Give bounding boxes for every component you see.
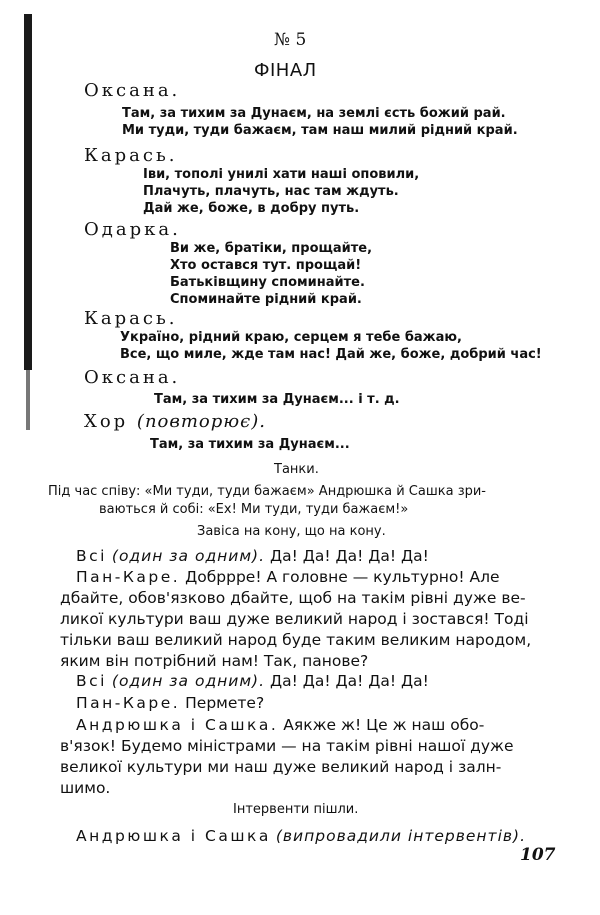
verse-lines: [143, 166, 419, 217]
dialog-text: Аякже ж! Це ж наш обо-: [283, 716, 485, 734]
stage-direction: Під час співу: «Ми туди, туди бажаєм» Андрюшка й Сашка зри-: [48, 484, 487, 499]
dialog-paragraph: [60, 588, 531, 672]
dialog-text: великої культури ми наш дуже великий народ і залн-: [60, 758, 502, 776]
verse-line: Там, за тихим за Дунаєм...: [150, 437, 350, 452]
verse-lines: [150, 436, 350, 453]
dialog-text: в'язок! Будемо міністрами — на такім рівні нашої дуже: [60, 737, 514, 755]
dialog-text: тільки ваш великий народ буде таким великим народом,: [60, 631, 532, 649]
speaker-name: Андрюшка і Сашка: [76, 827, 271, 845]
speaker-name: Пан-Каре.: [76, 694, 181, 712]
page-number: 107: [520, 845, 556, 865]
verse-lines: [154, 391, 400, 408]
dialog-text: Да! Да! Да! Да! Да!: [269, 672, 429, 690]
speaker-note: (повторює).: [136, 411, 266, 432]
speaker-name: Всі: [76, 672, 107, 690]
dialog-text: яким він потрібний нам! Так, панове?: [60, 652, 369, 670]
speaker-name: Андрюшка і Сашка.: [76, 716, 279, 734]
verse-line: Іви, тополі унилі хати наші оповили,: [143, 167, 420, 182]
verse-line: Ви же, братіки, прощайте,: [170, 241, 373, 256]
speaker-name: Оксана.: [84, 367, 181, 388]
dialog-text: Добррре! А головне — культурно! Але: [185, 568, 500, 586]
speaker-name: Всі: [76, 547, 107, 565]
dialog-text: Пермете?: [185, 694, 265, 712]
speaker-name: Карась.: [84, 145, 178, 166]
dialog-line: [76, 693, 264, 714]
dialog-line: [76, 671, 429, 692]
dialog-line: [76, 715, 484, 736]
page-edge-shadow-lower: [26, 370, 30, 430]
page-edge-shadow: [24, 14, 32, 370]
stage-direction: ваються й собі: «Ех! Ми туди, туди бажаєм!»: [99, 502, 409, 517]
verse-line: Україно, рідний краю, серцем я тебе бажаю,: [120, 330, 462, 345]
verse-line: Споминайте рідний край.: [170, 292, 362, 307]
verse-line: Батьківщину споминайте.: [170, 275, 365, 290]
speaker-name: Пан-Каре.: [76, 568, 181, 586]
verse-line: Ми туди, туди бажаєм, там наш милий рідний край.: [122, 123, 518, 138]
dialog-line: [76, 546, 429, 567]
stage-direction: Танки.: [274, 462, 319, 477]
speaker-name: Оксана.: [84, 80, 181, 101]
verse-line: Плачуть, плачуть, нас там ждуть.: [143, 184, 399, 199]
dialog-line: [76, 826, 526, 847]
dialog-text: шимо.: [60, 779, 111, 797]
stage-direction: Інтервенти пішли.: [233, 802, 359, 817]
verse-line: Там, за тихим за Дунаєм, на землі єсть божий рай.: [122, 106, 506, 121]
speaker-name: Карась.: [84, 308, 178, 329]
dialog-text: ликої культури ваш дуже великий народ і зостався! Тоді: [60, 610, 529, 628]
dialog-paragraph: [60, 736, 514, 799]
dialog-text: Да! Да! Да! Да! Да!: [269, 547, 429, 565]
verse-line: Хто остався тут. прощай!: [170, 258, 362, 273]
speaker-note: (випровадили інтервентів).: [275, 827, 526, 845]
dialog-text: дбайте, обов'язково дбайте, щоб на такім рівні дуже ве-: [60, 589, 526, 607]
verse-lines: [122, 105, 518, 139]
dialog-line: [76, 567, 500, 588]
section-title: ФІНАЛ: [254, 60, 317, 81]
speaker-note: (один за одним).: [111, 547, 266, 565]
speaker-note: (один за одним).: [111, 672, 266, 690]
stage-direction: Завіса на кону, що на кону.: [197, 524, 386, 539]
verse-line: Все, що миле, жде там нас! Дай же, боже, добрий час!: [120, 347, 542, 362]
verse-lines: [170, 240, 372, 308]
speaker-label: Хор: [84, 411, 129, 432]
verse-line: Дай же, боже, в добру путь.: [143, 201, 360, 216]
verse-lines: [120, 329, 542, 363]
speaker-name: Одарка.: [84, 219, 181, 240]
section-number: № 5: [274, 30, 307, 50]
verse-line: Там, за тихим за Дунаєм... і т. д.: [154, 392, 400, 407]
speaker-name: [84, 411, 266, 432]
